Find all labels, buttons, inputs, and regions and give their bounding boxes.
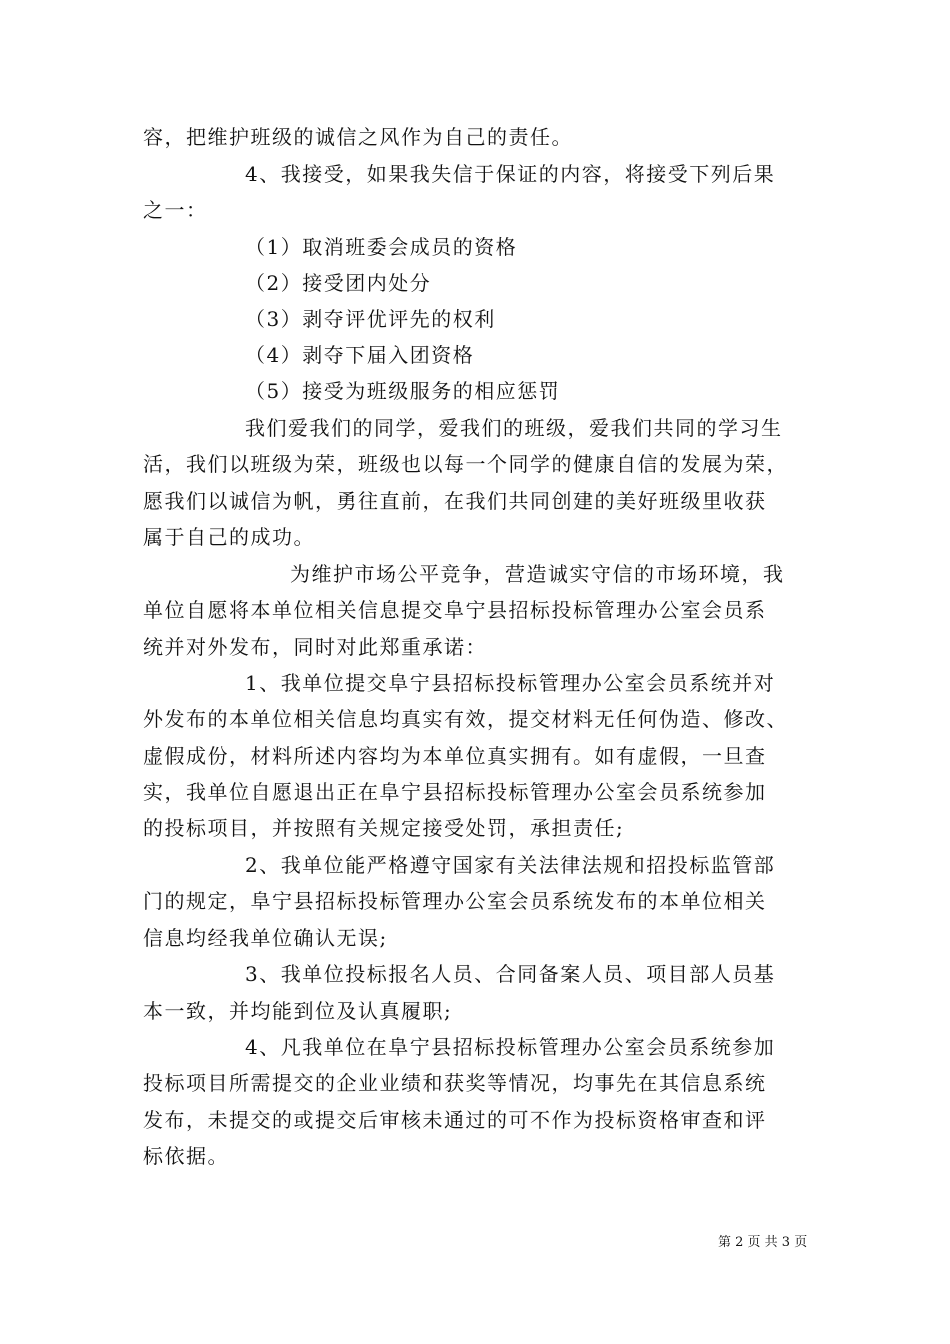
text-line: 实，我单位自愿退出正在阜宁县招标投标管理办公室会员系统参加	[143, 780, 767, 804]
text-line: 之一：	[143, 198, 208, 222]
text-line: 标依据。	[143, 1144, 229, 1168]
page-number-footer: 第 2 页 共 3 页	[718, 1235, 808, 1250]
text-line: 单位自愿将本单位相关信息提交阜宁县招标投标管理办公室会员系	[143, 598, 767, 622]
text-line: 4、我接受，如果我失信于保证的内容，将接受下列后果	[245, 162, 776, 186]
text-line: 的投标项目，并按照有关规定接受处罚，承担责任;	[143, 816, 625, 840]
list-item: （2）接受团内处分	[245, 271, 432, 295]
list-item: （3）剥夺评优评先的权利	[245, 307, 496, 331]
text-line: 4、凡我单位在阜宁县招标投标管理办公室会员系统参加	[245, 1035, 776, 1059]
text-line: 投标项目所需提交的企业业绩和获奖等情况，均事先在其信息系统	[143, 1071, 767, 1095]
text-line: 属于自己的成功。	[143, 525, 315, 549]
text-line: 统并对外发布，同时对此郑重承诺：	[143, 635, 487, 659]
text-line: 虚假成份，材料所述内容均为本单位真实拥有。如有虚假，一旦查	[143, 744, 767, 768]
list-item: （1）取消班委会成员的资格	[245, 235, 518, 259]
text-line: 外发布的本单位相关信息均真实有效，提交材料无任何伪造、修改、	[143, 707, 788, 731]
list-item: （5）接受为班级服务的相应惩罚	[245, 379, 561, 403]
text-line: 信息均经我单位确认无误;	[143, 926, 388, 950]
text-line: 门的规定，阜宁县招标投标管理办公室会员系统发布的本单位相关	[143, 889, 767, 913]
text-line: 3、我单位投标报名人员、合同备案人员、项目部人员基	[245, 962, 776, 986]
text-line: 1、我单位提交阜宁县招标投标管理办公室会员系统并对	[245, 671, 776, 695]
list-item: （4）剥夺下届入团资格	[245, 343, 475, 367]
text-line: 2、我单位能严格遵守国家有关法律法规和招投标监管部	[245, 853, 776, 877]
text-line: 容，把维护班级的诚信之风作为自己的责任。	[143, 125, 573, 149]
text-line: 愿我们以诚信为帆，勇往直前，在我们共同创建的美好班级里收获	[143, 489, 767, 513]
text-line: 为维护市场公平竞争，营造诚实守信的市场环境，我	[290, 562, 785, 586]
text-line: 我们爱我们的同学，爱我们的班级，爱我们共同的学习生	[245, 416, 783, 440]
text-line: 发布，未提交的或提交后审核未通过的可不作为投标资格审查和评	[143, 1108, 767, 1132]
text-line: 活，我们以班级为荣，班级也以每一个同学的健康自信的发展为荣，	[143, 452, 788, 476]
text-line: 本一致，并均能到位及认真履职;	[143, 999, 453, 1023]
